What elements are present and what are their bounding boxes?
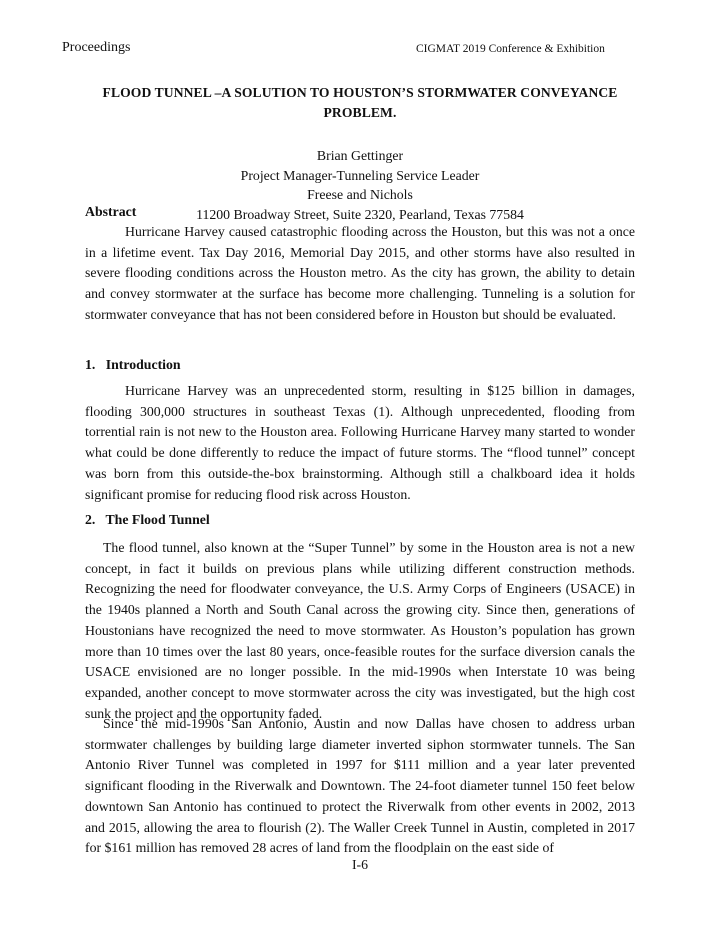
running-header-right: CIGMAT 2019 Conference & Exhibition [416,43,605,55]
author-role: Project Manager-Tunneling Service Leader [240,167,480,183]
section-heading-introduction: 1. Introduction [85,357,181,372]
abstract-heading: Abstract [85,204,137,219]
author-address: 11200 Broadway Street, Suite 2320, Pearland, Texas 77584 [196,206,524,222]
section-heading-flood-tunnel: 2. The Flood Tunnel [85,512,210,527]
abstract-text: Hurricane Harvey caused catastrophic flooding across the Houston, but this was not a once in a lifetime event. Tax Day 2016, Memorial Day 2015, and other storms have also resulted in severe flooding conditions across the Houston metro. As the city has grown, the ability to detain and convey stormwater at the surface has become more challenging. Tunneling is a solution for stormwater conveyance that has not been considered before in Houston but should be evaluated. [85,224,635,322]
paper-title: FLOOD TUNNEL –A SOLUTION TO HOUSTON’S STORMWATER CONVEYANCE PROBLEM. [102,85,618,120]
flood-tunnel-paragraph-1: The flood tunnel, also known at the “Super Tunnel” by some in the Houston area is not a new concept, in fact it builds on previous plans while utilizing different construction methods. Recognizing the need for floodwater conveyance, the U.S. Army Corps of Engineers (USACE) in the 1940s planned a North and South Canal across the growing city. Since then, generations of Houstonians have recognized the need to move stormwater. As Houston’s population has grown more than 10 times over the last 80 years, once-feasible routes for the surface diversion canals the USACE envisioned are no longer possible. In the mid-1990s when Interstate 10 was being expanded, another concept to move stormwater across the city was investigated, but the high cost sunk the project and the opportunity faded. [85,540,635,721]
page-number: I-6 [351,857,369,872]
introduction-paragraph: Hurricane Harvey was an unprecedented storm, resulting in $125 billion in damages, flooding 300,000 structures in southeast Texas (1). Although unprecedented, flooding from torrential rain is not new to the Houston area. Following Hurricane Harvey many started to wonder what could be done differently to reduce the impact of future storms. The “flood tunnel” concept was born from this outside-the-box brainstorming. Although still a chalkboard idea it holds significant promise for reducing flood risk across Houston. [85,383,635,502]
running-header-left: Proceedings [62,40,131,55]
author-block [84,146,636,224]
author-organization: Freese and Nichols [307,187,413,202]
author-name: Brian Gettinger [316,148,404,163]
flood-tunnel-paragraph-2: Since the mid-1990s San Antonio, Austin and now Dallas have chosen to address urban stormwater challenges by building large diameter inverted siphon stormwater tunnels. The San Antonio River Tunnel was completed in 1997 for $111 million and a year later prevented significant flooding in the Riverwalk and Downtown. The 24-foot diameter tunnel 150 feet below downtown San Antonio has continued to protect the Riverwalk from other events in 2002, 2013 and 2015, allowing the area to flourish (2). The Waller Creek Tunnel in Austin, completed in 2017 for $161 million has removed 28 acres of land from the floodplain on the east side of [85,716,635,856]
